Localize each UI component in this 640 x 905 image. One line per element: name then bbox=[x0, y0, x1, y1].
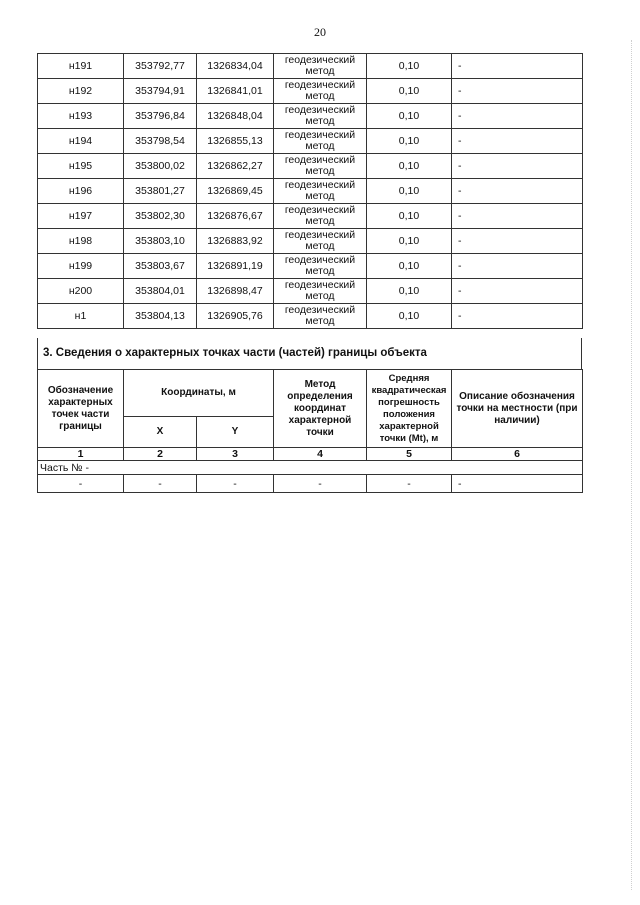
method-cell: геодезический метод bbox=[274, 279, 367, 304]
method-cell: геодезический метод bbox=[274, 154, 367, 179]
header-y: Y bbox=[197, 417, 274, 448]
description-cell: - bbox=[452, 254, 583, 279]
coord-x: 353794,91 bbox=[124, 79, 197, 104]
method-cell: геодезический метод bbox=[274, 129, 367, 154]
coord-y: 1326862,27 bbox=[197, 154, 274, 179]
point-name: н199 bbox=[38, 254, 124, 279]
coord-x: 353803,67 bbox=[124, 254, 197, 279]
coord-x: 353800,02 bbox=[124, 154, 197, 179]
point-name: н191 bbox=[38, 54, 124, 79]
description-cell: - bbox=[452, 154, 583, 179]
table-row bbox=[38, 279, 583, 304]
empty-cell: - bbox=[197, 475, 274, 493]
header-method: Метод определения координат характерной точки bbox=[274, 370, 367, 448]
mt-value: 0,10 bbox=[367, 79, 452, 104]
point-name: н197 bbox=[38, 204, 124, 229]
mt-value: 0,10 bbox=[367, 154, 452, 179]
empty-cell: - bbox=[274, 475, 367, 493]
part-label: Часть № - bbox=[38, 461, 583, 475]
method-cell: геодезический метод bbox=[274, 204, 367, 229]
empty-cell: - bbox=[124, 475, 197, 493]
mt-value: 0,10 bbox=[367, 304, 452, 329]
method-cell: геодезический метод bbox=[274, 54, 367, 79]
table-row bbox=[38, 104, 583, 129]
empty-cell: - bbox=[452, 475, 583, 493]
column-number: 5 bbox=[367, 448, 452, 461]
coord-x: 353798,54 bbox=[124, 129, 197, 154]
coord-y: 1326905,76 bbox=[197, 304, 274, 329]
description-cell: - bbox=[452, 129, 583, 154]
coord-y: 1326848,04 bbox=[197, 104, 274, 129]
method-cell: геодезический метод bbox=[274, 229, 367, 254]
point-name: н192 bbox=[38, 79, 124, 104]
table-row bbox=[38, 129, 583, 154]
coord-y: 1326876,67 bbox=[197, 204, 274, 229]
table-row bbox=[38, 179, 583, 204]
points-table bbox=[37, 53, 583, 329]
description-cell: - bbox=[452, 229, 583, 254]
mt-value: 0,10 bbox=[367, 279, 452, 304]
table-row bbox=[38, 54, 583, 79]
table-row bbox=[38, 229, 583, 254]
coord-y: 1326883,92 bbox=[197, 229, 274, 254]
mt-value: 0,10 bbox=[367, 54, 452, 79]
column-number: 4 bbox=[274, 448, 367, 461]
point-name: н196 bbox=[38, 179, 124, 204]
coord-x: 353792,77 bbox=[124, 54, 197, 79]
table-row bbox=[38, 79, 583, 104]
header-coordinates: Координаты, м bbox=[124, 370, 274, 417]
point-name: н198 bbox=[38, 229, 124, 254]
header-x: X bbox=[124, 417, 197, 448]
header-description: Описание обозначения точки на местности (при наличии) bbox=[452, 370, 583, 448]
column-number: 2 bbox=[124, 448, 197, 461]
point-name: н194 bbox=[38, 129, 124, 154]
description-cell: - bbox=[452, 54, 583, 79]
coord-x: 353804,01 bbox=[124, 279, 197, 304]
section-3-title: 3. Сведения о характерных точках части (частей) границы объекта bbox=[37, 338, 582, 369]
mt-value: 0,10 bbox=[367, 229, 452, 254]
part-points-table bbox=[37, 369, 583, 493]
header-mt: Средняя квадратическая погрешность положения характерной точки (Mt), м bbox=[367, 370, 452, 448]
empty-cell: - bbox=[367, 475, 452, 493]
description-cell: - bbox=[452, 104, 583, 129]
description-cell: - bbox=[452, 79, 583, 104]
coord-y: 1326841,01 bbox=[197, 79, 274, 104]
empty-cell: - bbox=[38, 475, 124, 493]
description-cell: - bbox=[452, 179, 583, 204]
method-cell: геодезический метод bbox=[274, 304, 367, 329]
coord-y: 1326891,19 bbox=[197, 254, 274, 279]
mt-value: 0,10 bbox=[367, 129, 452, 154]
coord-x: 353796,84 bbox=[124, 104, 197, 129]
table-row bbox=[38, 154, 583, 179]
column-number: 3 bbox=[197, 448, 274, 461]
method-cell: геодезический метод bbox=[274, 79, 367, 104]
point-name: н193 bbox=[38, 104, 124, 129]
description-cell: - bbox=[452, 279, 583, 304]
description-cell: - bbox=[452, 304, 583, 329]
mt-value: 0,10 bbox=[367, 204, 452, 229]
coord-y: 1326898,47 bbox=[197, 279, 274, 304]
mt-value: 0,10 bbox=[367, 104, 452, 129]
table-row bbox=[38, 304, 583, 329]
mt-value: 0,10 bbox=[367, 254, 452, 279]
column-number: 6 bbox=[452, 448, 583, 461]
table-row bbox=[38, 254, 583, 279]
table-row bbox=[38, 204, 583, 229]
coord-x: 353804,13 bbox=[124, 304, 197, 329]
coord-x: 353803,10 bbox=[124, 229, 197, 254]
coord-y: 1326855,13 bbox=[197, 129, 274, 154]
scan-edge bbox=[630, 40, 632, 890]
column-number: 1 bbox=[38, 448, 124, 461]
coord-y: 1326834,04 bbox=[197, 54, 274, 79]
point-name: н195 bbox=[38, 154, 124, 179]
method-cell: геодезический метод bbox=[274, 254, 367, 279]
coord-y: 1326869,45 bbox=[197, 179, 274, 204]
header-designation: Обозначение характерных точек части границы bbox=[38, 370, 124, 448]
page-number: 20 bbox=[314, 25, 326, 39]
coord-x: 353801,27 bbox=[124, 179, 197, 204]
point-name: н200 bbox=[38, 279, 124, 304]
mt-value: 0,10 bbox=[367, 179, 452, 204]
method-cell: геодезический метод bbox=[274, 104, 367, 129]
method-cell: геодезический метод bbox=[274, 179, 367, 204]
point-name: н1 bbox=[38, 304, 124, 329]
coord-x: 353802,30 bbox=[124, 204, 197, 229]
description-cell: - bbox=[452, 204, 583, 229]
